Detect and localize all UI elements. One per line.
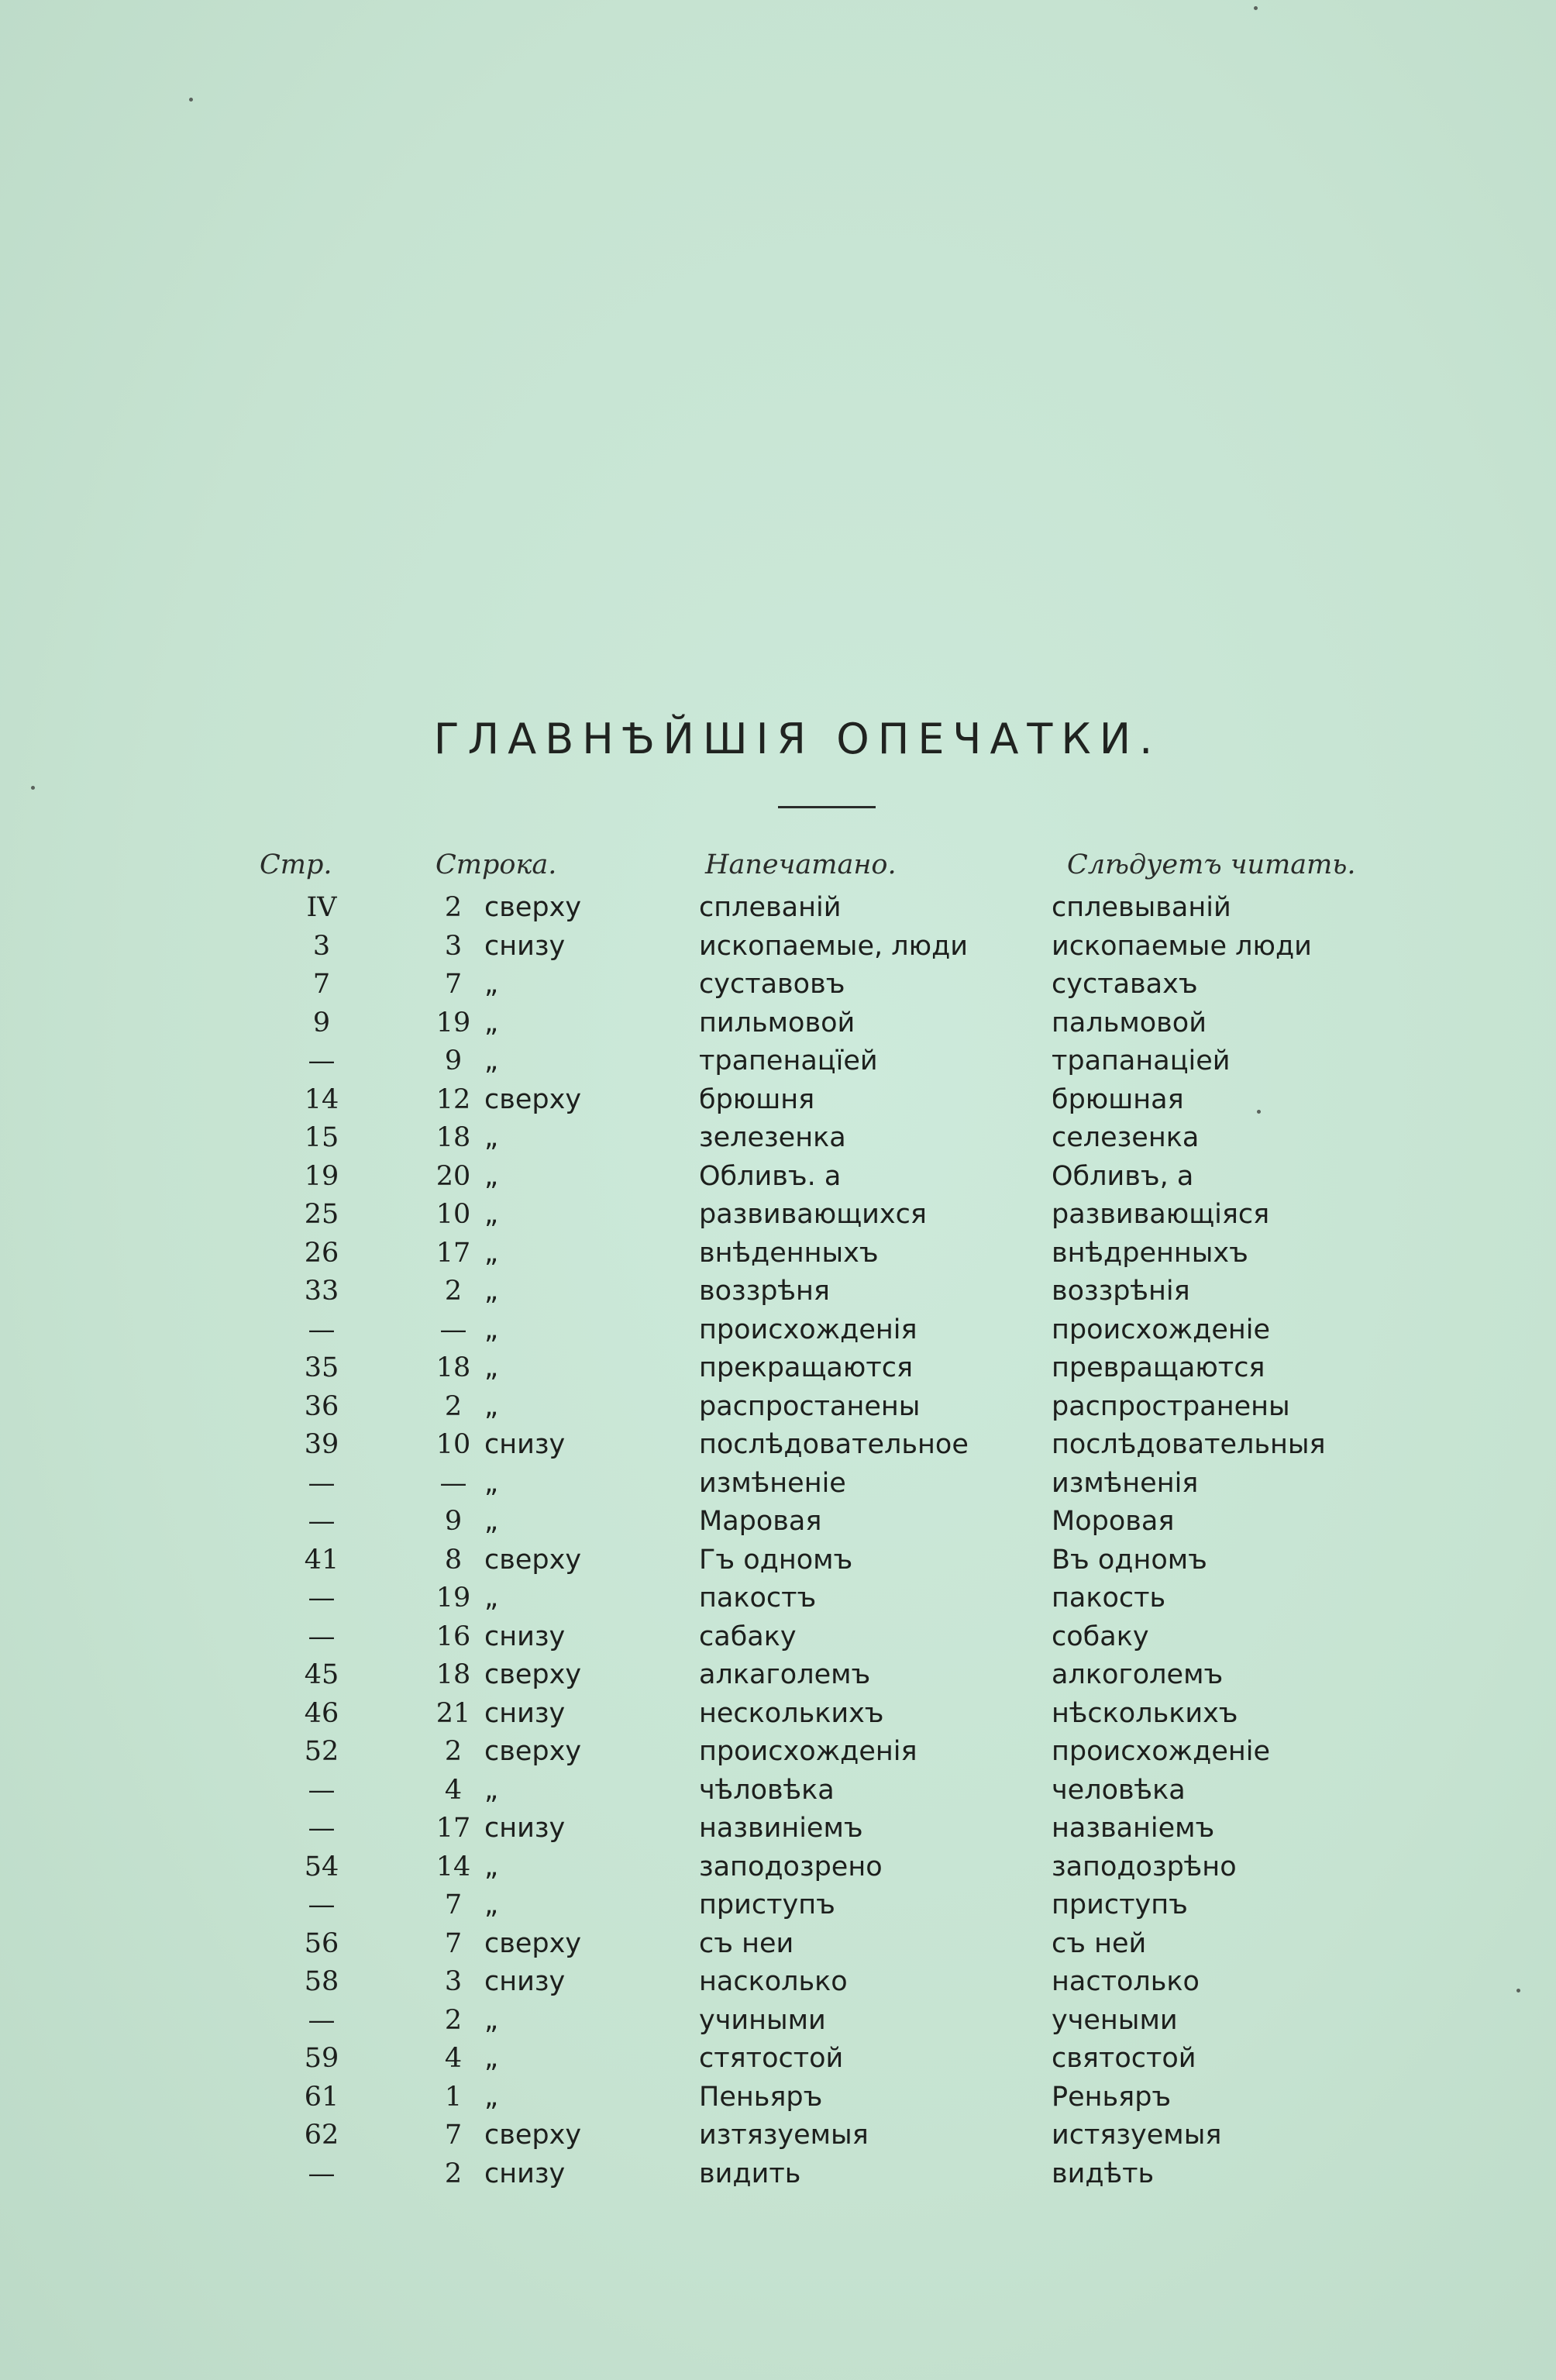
row-line-position-cell: снизу — [484, 1621, 566, 1652]
errata-row — [0, 1157, 1556, 1196]
row-line-number-cell: 3 — [444, 1966, 463, 1997]
row-line-number-cell: 14 — [435, 1851, 471, 1882]
row-line-position-cell: сверху — [484, 2120, 582, 2151]
row-printed-cell: развивающихся — [699, 1199, 927, 1230]
row-line-number-cell: 21 — [435, 1698, 471, 1729]
row-page-cell: 35 — [304, 1352, 339, 1383]
row-line-position-cell: „ — [484, 969, 499, 1000]
errata-row — [0, 1579, 1556, 1617]
row-line-position-cell: „ — [484, 1314, 499, 1345]
row-read-cell: собаку — [1052, 1621, 1149, 1652]
row-line-position-cell: „ — [484, 1007, 499, 1038]
row-line-position-cell: „ — [484, 1506, 499, 1537]
row-line-position-cell: сверху — [484, 1545, 582, 1576]
row-page-cell: — — [308, 1314, 336, 1345]
row-line-number-cell: 2 — [444, 1391, 463, 1422]
row-read-cell: съ ней — [1052, 1928, 1147, 1959]
row-read-cell: ископаемые люди — [1052, 931, 1312, 962]
paper-speck — [189, 98, 193, 102]
row-printed-cell: измѣненіе — [699, 1468, 846, 1499]
row-line-number-cell: 2 — [444, 892, 463, 923]
row-read-cell: Обливъ, а — [1052, 1161, 1194, 1192]
errata-row — [0, 1195, 1556, 1234]
row-read-cell: нѣсколькихъ — [1052, 1698, 1238, 1729]
errata-row — [0, 1042, 1556, 1080]
row-line-position-cell: „ — [484, 2043, 499, 2074]
row-page-cell: 15 — [304, 1122, 339, 1153]
row-read-cell: приступъ — [1052, 1889, 1188, 1920]
row-line-number-cell: 7 — [444, 1889, 463, 1920]
row-read-cell: воззрѣнія — [1052, 1276, 1190, 1307]
header-line: Строка. — [435, 849, 557, 880]
errata-row — [0, 1617, 1556, 1656]
row-read-cell: учеными — [1052, 2005, 1178, 2036]
errata-row — [0, 1387, 1556, 1426]
row-printed-cell: сабаку — [699, 1621, 797, 1652]
row-page-cell: 39 — [304, 1429, 339, 1460]
errata-row — [0, 1502, 1556, 1541]
row-line-position-cell: сверху — [484, 1736, 582, 1767]
errata-row — [0, 1118, 1556, 1157]
errata-row — [0, 1848, 1556, 1886]
row-line-number-cell: 2 — [444, 2005, 463, 2036]
row-read-cell: селезенка — [1052, 1122, 1200, 1153]
errata-row — [0, 1771, 1556, 1810]
row-line-number-cell: 7 — [444, 1928, 463, 1959]
row-read-cell: святостой — [1052, 2043, 1196, 2074]
row-page-cell: — — [308, 1506, 336, 1537]
row-line-number-cell: — — [439, 1314, 467, 1345]
row-read-cell: развивающіяся — [1052, 1199, 1270, 1230]
paper-speck — [1254, 6, 1258, 10]
row-read-cell: превращаются — [1052, 1352, 1265, 1383]
row-line-number-cell: 17 — [435, 1813, 471, 1844]
row-line-position-cell: „ — [484, 1889, 499, 1920]
errata-row — [0, 1348, 1556, 1387]
row-read-cell: происхожденіе — [1052, 1314, 1271, 1345]
row-read-cell: сплевываній — [1052, 892, 1231, 923]
row-printed-cell: алкаголемъ — [699, 1659, 871, 1690]
row-line-number-cell: 4 — [444, 2043, 463, 2074]
row-page-cell: IV — [306, 892, 337, 923]
errata-row — [0, 1080, 1556, 1119]
row-line-number-cell: 1 — [444, 2082, 463, 2113]
row-printed-cell: сплеваній — [699, 892, 842, 923]
errata-row — [0, 888, 1556, 927]
row-printed-cell: изтязуемыя — [699, 2120, 869, 2151]
row-line-position-cell: „ — [484, 1045, 499, 1076]
row-line-number-cell: 12 — [435, 1084, 471, 1115]
row-line-position-cell: „ — [484, 1199, 499, 1230]
row-page-cell: 36 — [304, 1391, 339, 1422]
row-page-cell: 58 — [304, 1966, 339, 1997]
errata-row — [0, 1425, 1556, 1464]
errata-row — [0, 1732, 1556, 1771]
row-printed-cell: стятостой — [699, 2043, 844, 2074]
row-page-cell: 54 — [304, 1851, 339, 1882]
row-read-cell: названіемъ — [1052, 1813, 1215, 1844]
row-line-position-cell: „ — [484, 1468, 499, 1499]
row-line-position-cell: „ — [484, 1276, 499, 1307]
row-line-number-cell: 10 — [435, 1429, 471, 1460]
errata-row — [0, 965, 1556, 1004]
row-line-position-cell: „ — [484, 1161, 499, 1192]
row-page-cell: 59 — [304, 2043, 339, 2074]
row-line-number-cell: 2 — [444, 1276, 463, 1307]
row-read-cell: заподозрѣно — [1052, 1851, 1237, 1882]
row-line-position-cell: сверху — [484, 892, 582, 923]
row-page-cell: 52 — [304, 1736, 339, 1767]
paper-speck — [1257, 1110, 1261, 1114]
row-page-cell: 19 — [304, 1161, 339, 1192]
row-line-number-cell: 18 — [435, 1659, 471, 1690]
row-page-cell: — — [308, 2005, 336, 2036]
row-printed-cell: ископаемые, люди — [699, 931, 969, 962]
row-printed-cell: внѣденныхъ — [699, 1238, 879, 1269]
row-line-number-cell: 9 — [444, 1045, 463, 1076]
row-page-cell: 9 — [312, 1007, 331, 1038]
row-line-position-cell: снизу — [484, 1429, 566, 1460]
row-printed-cell: брюшня — [699, 1084, 815, 1115]
errata-row — [0, 1464, 1556, 1503]
errata-row — [0, 2078, 1556, 2117]
row-printed-cell: несколькихъ — [699, 1698, 884, 1729]
row-line-position-cell: снизу — [484, 1966, 566, 1997]
row-read-cell: Реньяръ — [1052, 2082, 1172, 2113]
row-line-position-cell: „ — [484, 1775, 499, 1806]
row-page-cell: 7 — [312, 969, 331, 1000]
errata-row — [0, 1694, 1556, 1733]
row-line-number-cell: 9 — [444, 1506, 463, 1537]
row-line-number-cell: 10 — [435, 1199, 471, 1230]
row-page-cell: — — [308, 1045, 336, 1076]
row-read-cell: Въ одномъ — [1052, 1545, 1207, 1576]
row-line-number-cell: 18 — [435, 1122, 471, 1153]
errata-row — [0, 2154, 1556, 2193]
row-line-number-cell: 8 — [444, 1545, 463, 1576]
row-printed-cell: происхожденія — [699, 1314, 917, 1345]
row-line-number-cell: 18 — [435, 1352, 471, 1383]
row-printed-cell: насколько — [699, 1966, 848, 1997]
row-line-number-cell: 4 — [444, 1775, 463, 1806]
row-page-cell: — — [308, 1775, 336, 1806]
row-read-cell: послѣдовательныя — [1052, 1429, 1326, 1460]
row-printed-cell: распростанены — [699, 1391, 921, 1422]
row-printed-cell: приступъ — [699, 1889, 835, 1920]
page-title: ГЛАВНѢЙШІЯ ОПЕЧАТКИ. — [433, 715, 1162, 763]
row-page-cell: 26 — [304, 1238, 339, 1269]
row-page-cell: 62 — [304, 2120, 339, 2151]
header-page: Стр. — [260, 849, 332, 880]
errata-row — [0, 1924, 1556, 1963]
row-read-cell: пакость — [1052, 1583, 1166, 1614]
row-page-cell: 14 — [304, 1084, 339, 1115]
row-page-cell: 61 — [304, 2082, 339, 2113]
row-printed-cell: воззрѣня — [699, 1276, 830, 1307]
row-line-position-cell: „ — [484, 1391, 499, 1422]
row-line-position-cell: снизу — [484, 1813, 566, 1844]
row-line-number-cell: 19 — [435, 1007, 471, 1038]
row-page-cell: 45 — [304, 1659, 339, 1690]
row-page-cell: — — [308, 1889, 336, 1920]
errata-row — [0, 2001, 1556, 2040]
row-read-cell: человѣка — [1052, 1775, 1186, 1806]
errata-row — [0, 2116, 1556, 2154]
row-read-cell: суставахъ — [1052, 969, 1198, 1000]
row-read-cell: измѣненія — [1052, 1468, 1199, 1499]
row-line-number-cell: 17 — [435, 1238, 471, 1269]
row-page-cell: 3 — [312, 931, 331, 962]
row-read-cell: истязуемыя — [1052, 2120, 1222, 2151]
header-printed: Напечатано. — [705, 849, 897, 880]
row-printed-cell: трапенацїей — [699, 1045, 878, 1076]
errata-row — [0, 1886, 1556, 1924]
row-page-cell: — — [308, 1468, 336, 1499]
row-line-number-cell: 3 — [444, 931, 463, 962]
errata-row — [0, 1541, 1556, 1579]
title-divider — [778, 806, 876, 808]
row-printed-cell: учиными — [699, 2005, 826, 2036]
errata-row — [0, 1311, 1556, 1349]
row-page-cell: — — [308, 1583, 336, 1614]
row-printed-cell: зелезенка — [699, 1122, 846, 1153]
row-line-number-cell: 7 — [444, 2120, 463, 2151]
row-line-position-cell: „ — [484, 1238, 499, 1269]
row-line-position-cell: „ — [484, 1122, 499, 1153]
row-printed-cell: происхожденія — [699, 1736, 917, 1767]
row-printed-cell: прекращаются — [699, 1352, 914, 1383]
row-page-cell: — — [308, 2158, 336, 2189]
paper-speck — [1516, 1989, 1520, 1993]
row-line-number-cell: 7 — [444, 969, 463, 1000]
errata-row — [0, 927, 1556, 966]
row-line-position-cell: „ — [484, 1851, 499, 1882]
row-line-position-cell: снизу — [484, 2158, 566, 2189]
row-printed-cell: послѣдовательное — [699, 1429, 969, 1460]
row-read-cell: трапанаціей — [1052, 1045, 1231, 1076]
row-printed-cell: Гъ одномъ — [699, 1545, 853, 1576]
errata-row — [0, 1234, 1556, 1273]
row-page-cell: 56 — [304, 1928, 339, 1959]
row-printed-cell: видить — [699, 2158, 801, 2189]
row-line-position-cell: снизу — [484, 1698, 566, 1729]
row-line-position-cell: „ — [484, 2082, 499, 2113]
errata-row — [0, 1809, 1556, 1848]
row-printed-cell: назвиніемъ — [699, 1813, 863, 1844]
row-read-cell: внѣдренныхъ — [1052, 1238, 1248, 1269]
errata-row — [0, 1962, 1556, 2001]
row-line-position-cell: сверху — [484, 1659, 582, 1690]
row-printed-cell: суставовъ — [699, 969, 845, 1000]
row-read-cell: распространены — [1052, 1391, 1290, 1422]
row-read-cell: пальмовой — [1052, 1007, 1207, 1038]
paper-speck — [31, 786, 35, 790]
row-line-number-cell: — — [439, 1468, 467, 1499]
row-read-cell: брюшная — [1052, 1084, 1184, 1115]
row-printed-cell: пильмовой — [699, 1007, 855, 1038]
row-page-cell: — — [308, 1813, 336, 1844]
row-printed-cell: Пеньяръ — [699, 2082, 823, 2113]
row-printed-cell: чѣловѣка — [699, 1775, 835, 1806]
row-printed-cell: пакостъ — [699, 1583, 817, 1614]
header-read: Слѣдуетъ читать. — [1067, 849, 1356, 880]
row-page-cell: 46 — [304, 1698, 339, 1729]
errata-row — [0, 2039, 1556, 2078]
row-printed-cell: съ неи — [699, 1928, 794, 1959]
row-read-cell: настолько — [1052, 1966, 1200, 1997]
row-read-cell: Моровая — [1052, 1506, 1175, 1537]
row-read-cell: алкоголемъ — [1052, 1659, 1224, 1690]
row-page-cell: — — [308, 1621, 336, 1652]
row-read-cell: происхожденіе — [1052, 1736, 1271, 1767]
row-line-position-cell: снизу — [484, 931, 566, 962]
row-page-cell: 41 — [304, 1545, 339, 1576]
row-line-number-cell: 2 — [444, 1736, 463, 1767]
row-line-position-cell: сверху — [484, 1928, 582, 1959]
errata-row — [0, 1004, 1556, 1042]
row-page-cell: 33 — [304, 1276, 339, 1307]
row-read-cell: видѣть — [1052, 2158, 1155, 2189]
row-line-number-cell: 16 — [435, 1621, 471, 1652]
row-line-position-cell: „ — [484, 2005, 499, 2036]
row-page-cell: 25 — [304, 1199, 339, 1230]
row-line-number-cell: 19 — [435, 1583, 471, 1614]
row-printed-cell: Маровая — [699, 1506, 822, 1537]
row-line-position-cell: сверху — [484, 1084, 582, 1115]
row-line-number-cell: 20 — [435, 1161, 471, 1192]
errata-row — [0, 1655, 1556, 1694]
row-line-position-cell: „ — [484, 1352, 499, 1383]
row-line-position-cell: „ — [484, 1583, 499, 1614]
row-printed-cell: Обливъ. а — [699, 1161, 842, 1192]
row-printed-cell: заподозрено — [699, 1851, 883, 1882]
row-line-number-cell: 2 — [444, 2158, 463, 2189]
errata-row — [0, 1272, 1556, 1311]
